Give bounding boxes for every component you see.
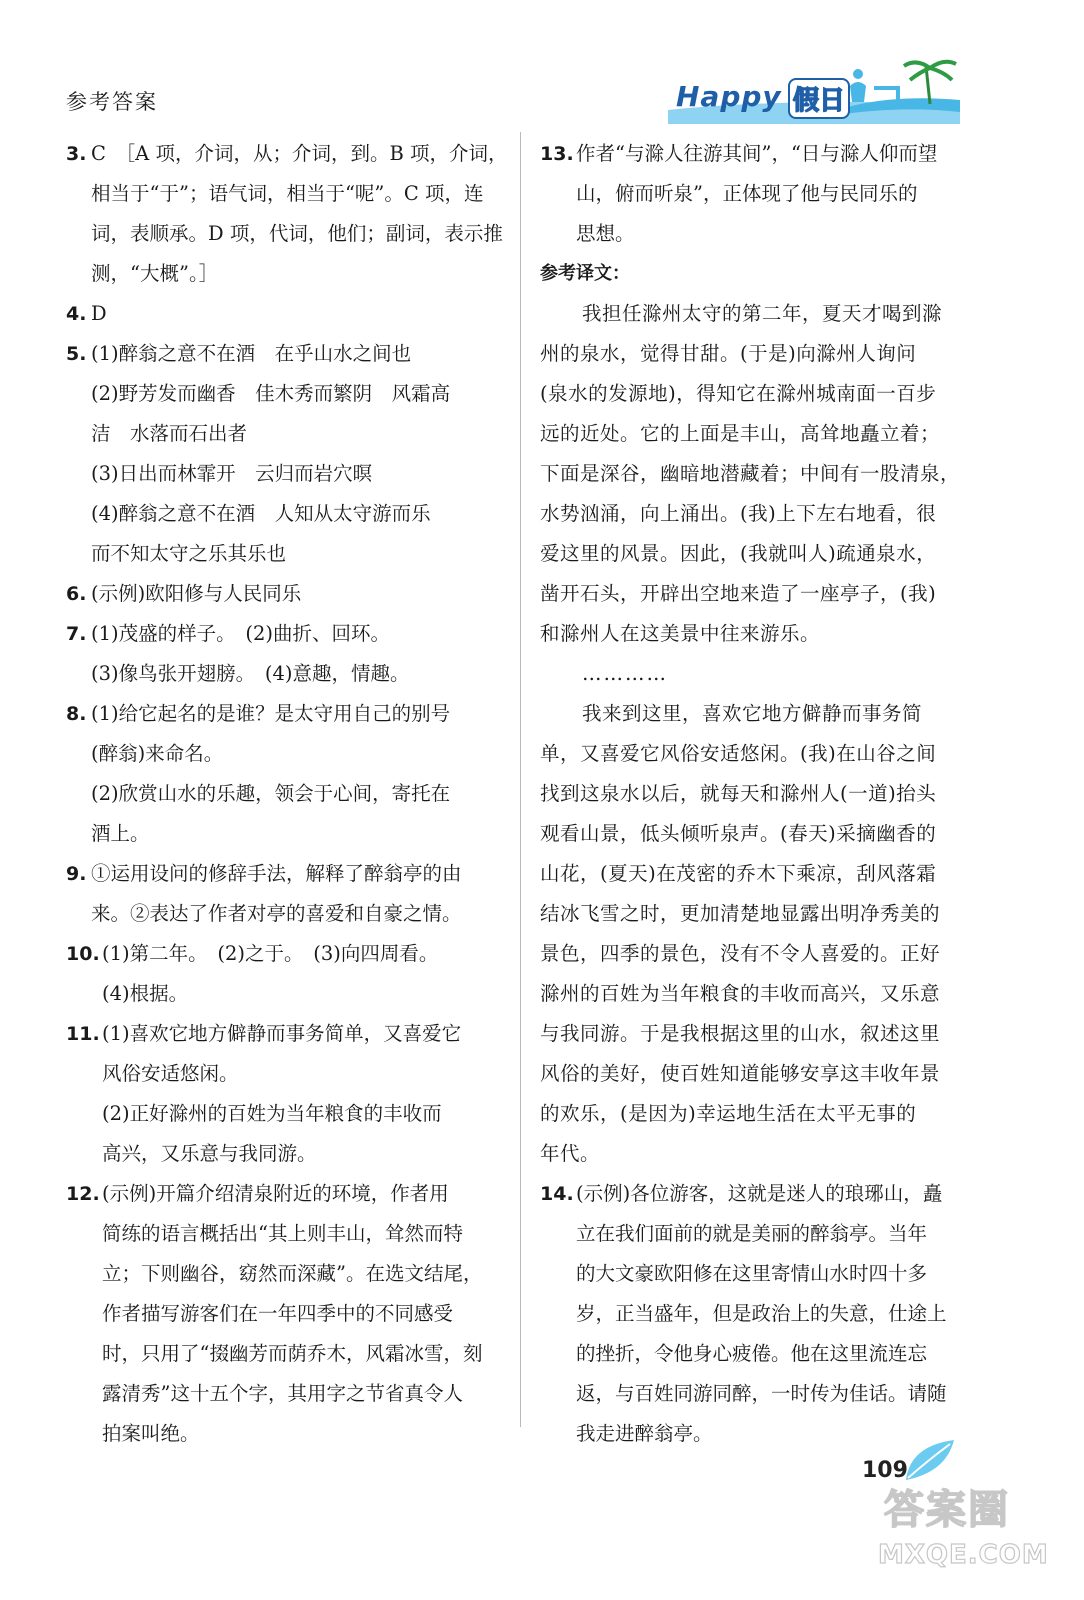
translation-line: 的欢乐，(是因为)幸运地生活在太平无事的 [540, 1102, 917, 1125]
answer-line: 返，与百姓同游同醉，一时传为佳话。请随 [576, 1382, 947, 1405]
answer-number: 11. [66, 1023, 100, 1045]
translation-line: 下面是深谷，幽暗地潜藏着；中间有一股清泉， [540, 462, 961, 485]
answer-line: 高兴，又乐意与我同游。 [102, 1142, 317, 1165]
translation-heading: 参考译文： [540, 263, 630, 284]
page-number: 109 [862, 1458, 908, 1483]
translation-line: 结冰飞雪之时，更加清楚地显露出明净秀美的 [540, 902, 941, 925]
answer-line: 简练的语言概括出“其上则丰山，耸然而特 [102, 1222, 463, 1245]
answer-line: (2)野芳发而幽香 佳木秀而繁阴 风霜高 [91, 382, 451, 405]
answer-line: (3)日出而林霏开 云归而岩穴暝 [91, 462, 373, 485]
translation-line: 我担任滁州太守的第二年，夏天才喝到滁 [582, 302, 943, 325]
watermark-bottom-text: MXQE.COM [878, 1540, 1049, 1570]
answer-line: (1)第二年。 (2)之于。 (3)向四周看。 [102, 942, 439, 965]
answer-line: 词，表顺承。D 项，代词，他们；副词，表示推 [91, 222, 503, 245]
translation-line: 风俗的美好，使百姓知道能够安享这丰收年景 [540, 1062, 941, 1085]
left-column [66, 134, 506, 1454]
translation-line: 与我同游。于是我根据这里的山水，叙述这里 [540, 1022, 941, 1045]
translation-line: 年代。 [540, 1142, 601, 1165]
answer-number: 3. [66, 143, 87, 165]
answer-line: 拍案叫绝。 [102, 1422, 200, 1445]
answer-line: 风俗安适悠闲。 [102, 1062, 239, 1085]
answer-5 [66, 334, 506, 574]
site-watermark [878, 1478, 1058, 1588]
answer-line: (示例)欧阳修与人民同乐 [91, 582, 302, 605]
answer-line: 立；下则幽谷，窈然而深藏”。在选文结尾， [102, 1262, 483, 1285]
logo-holiday-text: 假日 [788, 78, 850, 119]
answer-line: 露清秀”这十五个字，其用字之节省真令人 [102, 1382, 463, 1405]
ellipsis: ………… [582, 662, 668, 685]
answer-number: 14. [540, 1183, 574, 1205]
answer-10 [66, 934, 506, 1014]
logo-happy-text: Happy [676, 80, 782, 113]
translation-line: 景色，四季的景色，没有不令人喜爱的。正好 [540, 942, 941, 965]
answer-line: ①运用设问的修辞手法，解释了醉翁亭的由 [91, 862, 462, 885]
answer-7 [66, 614, 506, 694]
answer-line: 的挫折，令他身心疲倦。他在这里流连忘 [576, 1342, 928, 1365]
translation-line: 爱这里的风景。因此，(我就叫人)疏通泉水， [540, 542, 937, 565]
translation-line: 滁州的百姓为当年粮食的丰收而高兴，又乐意 [540, 982, 941, 1005]
answer-number: 7. [66, 623, 87, 645]
answer-number: 9. [66, 863, 87, 885]
translation-line: 和滁州人在这美景中往来游乐。 [540, 622, 821, 645]
answer-line: 思想。 [576, 222, 635, 245]
answer-line: (1)喜欢它地方僻静而事务简单，又喜爱它 [102, 1022, 462, 1045]
answer-13 [540, 134, 968, 254]
answer-line: (4)根据。 [102, 982, 189, 1005]
answer-number: 5. [66, 343, 87, 365]
answer-line: 岁，正当盛年，但是政治上的失意，仕途上 [576, 1302, 947, 1325]
answer-12 [66, 1174, 506, 1454]
answer-line: 酒上。 [91, 822, 150, 845]
answer-line: 立在我们面前的就是美丽的醉翁亭。当年 [576, 1222, 928, 1245]
translation-line: 州的泉水，觉得甘甜。(于是)向滁州人询问 [540, 342, 917, 365]
answer-line: 作者“与滁人往游其间”，“日与滁人仰而望 [576, 142, 938, 165]
translation-paragraph-1 [540, 294, 968, 654]
answer-11 [66, 1014, 506, 1174]
answer-line: (示例)各位游客，这就是迷人的琅琊山，矗 [576, 1182, 943, 1205]
page-header-title: 参考答案 [66, 90, 158, 114]
answer-6 [66, 574, 506, 614]
translation-line: 我来到这里，喜欢它地方僻静而事务简 [582, 702, 923, 725]
answer-line: 的大文豪欧阳修在这里寄情山水时四十多 [576, 1262, 928, 1285]
translation-line: 山花，(夏天)在茂密的乔木下乘凉，刮风落霜 [540, 862, 937, 885]
answer-line: 山，俯而听泉”，正体现了他与民同乐的 [576, 182, 918, 205]
translation-line: 水势汹涌，向上涌出。(我)上下左右地看，很 [540, 502, 937, 525]
answer-14 [540, 1174, 968, 1454]
answer-line: 我走进醉翁亭。 [576, 1422, 713, 1445]
answer-line: (1)茂盛的样子。 (2)曲折、回环。 [91, 622, 390, 645]
answer-line: D [91, 302, 107, 325]
right-column [540, 134, 968, 1454]
answer-number: 8. [66, 703, 87, 725]
answer-line: 来。②表达了作者对亭的喜爱和自豪之情。 [91, 902, 462, 925]
happy-holiday-logo [664, 58, 964, 126]
answer-number: 13. [540, 143, 574, 165]
answer-line: (2)欣赏山水的乐趣，领会于心间，寄托在 [91, 782, 451, 805]
translation-paragraph-2 [540, 694, 968, 1174]
answer-line: (4)醉翁之意不在酒 人知从太守游而乐 [91, 502, 431, 525]
translation-line: 远的近处。它的上面是丰山，高耸地矗立着； [540, 422, 941, 445]
answer-line: (3)像鸟张开翅膀。 (4)意趣，情趣。 [91, 662, 410, 685]
answer-number: 4. [66, 303, 87, 325]
answer-line: 相当于“于”；语气词，相当于“呢”。C 项，连 [91, 182, 484, 205]
translation-line: 凿开石头，开辟出空地来造了一座亭子，(我) [540, 582, 937, 605]
answer-line: 而不知太守之乐其乐也 [91, 542, 287, 565]
translation-line: 观看山景，低头倾听泉声。(春天)采摘幽香的 [540, 822, 937, 845]
answer-line: (1)醉翁之意不在酒 在乎山水之间也 [91, 342, 412, 365]
watermark-top-text: 答案圈 [884, 1487, 1010, 1533]
column-divider [520, 132, 521, 1427]
answer-line: (醉翁)来命名。 [91, 742, 224, 765]
answer-line: 时，只用了“掇幽芳而荫乔木，风霜冰雪，刻 [102, 1342, 483, 1365]
answer-number: 12. [66, 1183, 100, 1205]
answer-line: 作者描写游客们在一年四季中的不同感受 [102, 1302, 454, 1325]
translation-line: 找到这泉水以后，就每天和滁州人(一道)抬头 [540, 782, 937, 805]
answer-number: 6. [66, 583, 87, 605]
translation-line: 单，又喜爱它风俗安适悠闲。(我)在山谷之间 [540, 742, 937, 765]
answer-line: (示例)开篇介绍清泉附近的环境，作者用 [102, 1182, 449, 1205]
answer-line: 测，“大概”。］ [91, 262, 219, 285]
answer-line: 洁 水落而石出者 [91, 422, 248, 445]
answer-number: 10. [66, 943, 100, 965]
translation-line: (泉水的发源地)，得知它在滁州城南面一百步 [540, 382, 937, 405]
answer-8 [66, 694, 506, 854]
answer-4 [66, 294, 506, 334]
answer-line: (1)给它起名的是谁？是太守用自己的别号 [91, 702, 451, 725]
answer-9 [66, 854, 506, 934]
answer-line: C ［A 项，介词，从；介词，到。B 项，介词， [91, 142, 508, 165]
answer-3 [66, 134, 506, 294]
answer-line: (2)正好滁州的百姓为当年粮食的丰收而 [102, 1102, 442, 1125]
